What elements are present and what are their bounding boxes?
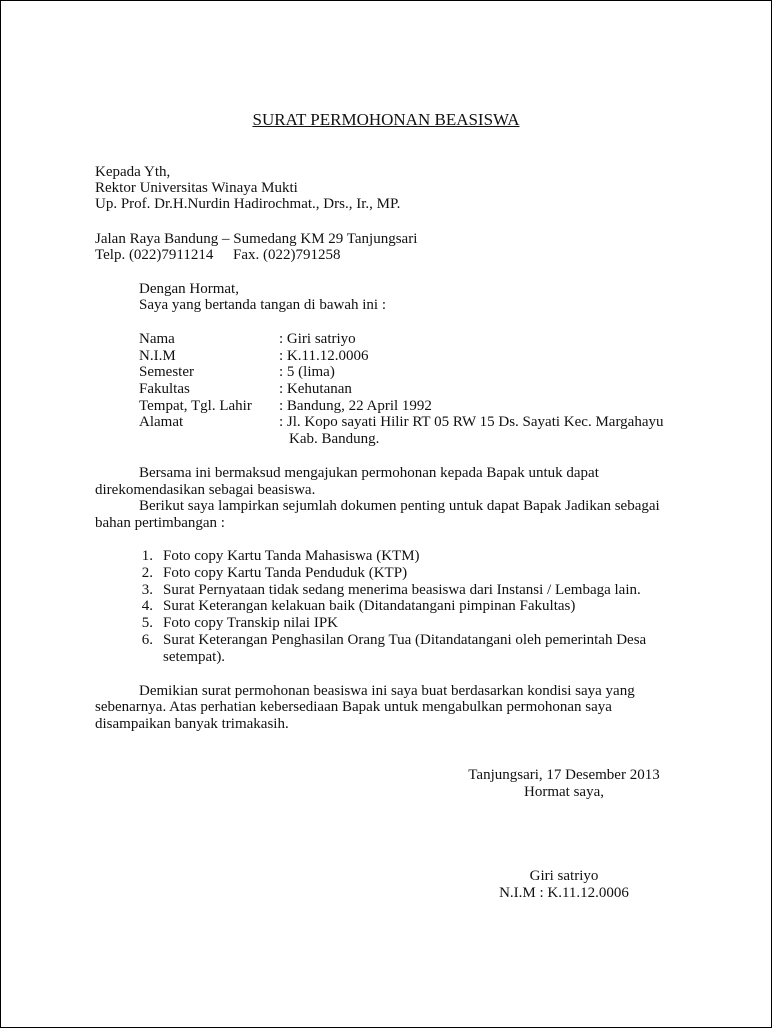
regards: Hormat saya, [524, 784, 604, 800]
identity-label: Fakultas [139, 381, 190, 397]
identity-label: Nama [139, 331, 175, 347]
letter-title: SURAT PERMOHONAN BEASISWA [252, 110, 520, 129]
identity-value: : 5 (lima) [279, 364, 335, 380]
signer-name: Giri satriyo [529, 868, 599, 884]
identity-label: N.I.M [139, 348, 176, 364]
address-fax: Fax. (022)791258 [233, 247, 341, 263]
list-item: Foto copy Kartu Tanda Penduduk (KTP) [163, 565, 408, 581]
intro-line: Saya yang bertanda tangan di bawah ini : [139, 297, 387, 313]
recipient-line-1: Kepada Yth, [95, 164, 171, 180]
list-item-number: 2. [141, 565, 153, 581]
place-date: Tanjungsari, 17 Desember 2013 [468, 767, 660, 783]
closing-line-2: sebenarnya. Atas perhatian kebersediaan Bapak untuk mengabulkan permohonan saya [95, 699, 612, 715]
identity-value: : Jl. Kopo sayati Hilir RT 05 RW 15 Ds. Sayati Kec. Margahayu [279, 414, 664, 430]
recipient-line-3: Up. Prof. Dr.H.Nurdin Hadirochmat., Drs., Ir., MP. [95, 196, 401, 212]
list-item: Surat Pernyataan tidak sedang menerima beasiswa dari Instansi / Lembaga lain. [163, 582, 641, 598]
list-item: Foto copy Transkip nilai IPK [163, 615, 339, 631]
list-item-number: 1. [141, 548, 153, 564]
paragraph-1-line-1: Bersama ini bermaksud mengajukan permohonan kepada Bapak untuk dapat [139, 465, 599, 481]
list-item: Foto copy Kartu Tanda Mahasiswa (KTM) [163, 548, 420, 564]
address-street: Jalan Raya Bandung – Sumedang KM 29 Tanjungsari [95, 231, 418, 247]
identity-value: : K.11.12.0006 [279, 348, 369, 364]
paragraph-1-line-2: direkomendasikan sebagai beasiswa. [95, 482, 316, 498]
list-item-number: 6. [141, 632, 153, 648]
closing-line-1: Demikian surat permohonan beasiswa ini saya buat berdasarkan kondisi saya yang [139, 683, 635, 699]
paragraph-2-line-2: bahan pertimbangan : [95, 515, 225, 531]
identity-value: : Bandung, 22 April 1992 [279, 398, 432, 414]
identity-value-continuation: Kab. Bandung. [289, 431, 380, 447]
closing-line-3: disampaikan banyak trimakasih. [95, 716, 289, 732]
identity-value: : Giri satriyo [279, 331, 356, 347]
identity-label: Semester [139, 364, 194, 380]
recipient-line-2: Rektor Universitas Winaya Mukti [95, 180, 298, 196]
list-item-number: 5. [141, 615, 153, 631]
paragraph-2-line-1: Berikut saya lampirkan sejumlah dokumen penting untuk dapat Bapak Jadikan sebagai [139, 498, 660, 514]
list-item-number: 3. [141, 582, 153, 598]
list-item-continuation: setempat). [163, 649, 226, 665]
list-item-number: 4. [141, 598, 153, 614]
list-item: Surat Keterangan kelakuan baik (Ditandatangani pimpinan Fakultas) [163, 598, 576, 614]
address-telp: Telp. (022)7911214 [95, 247, 214, 263]
identity-label: Tempat, Tgl. Lahir [139, 398, 252, 414]
signer-nim: N.I.M : K.11.12.0006 [499, 885, 629, 901]
identity-value: : Kehutanan [279, 381, 352, 397]
list-item: Surat Keterangan Penghasilan Orang Tua (Ditandatangani oleh pemerintah Desa [163, 632, 647, 648]
greeting: Dengan Hormat, [139, 281, 239, 297]
identity-label: Alamat [139, 414, 184, 430]
